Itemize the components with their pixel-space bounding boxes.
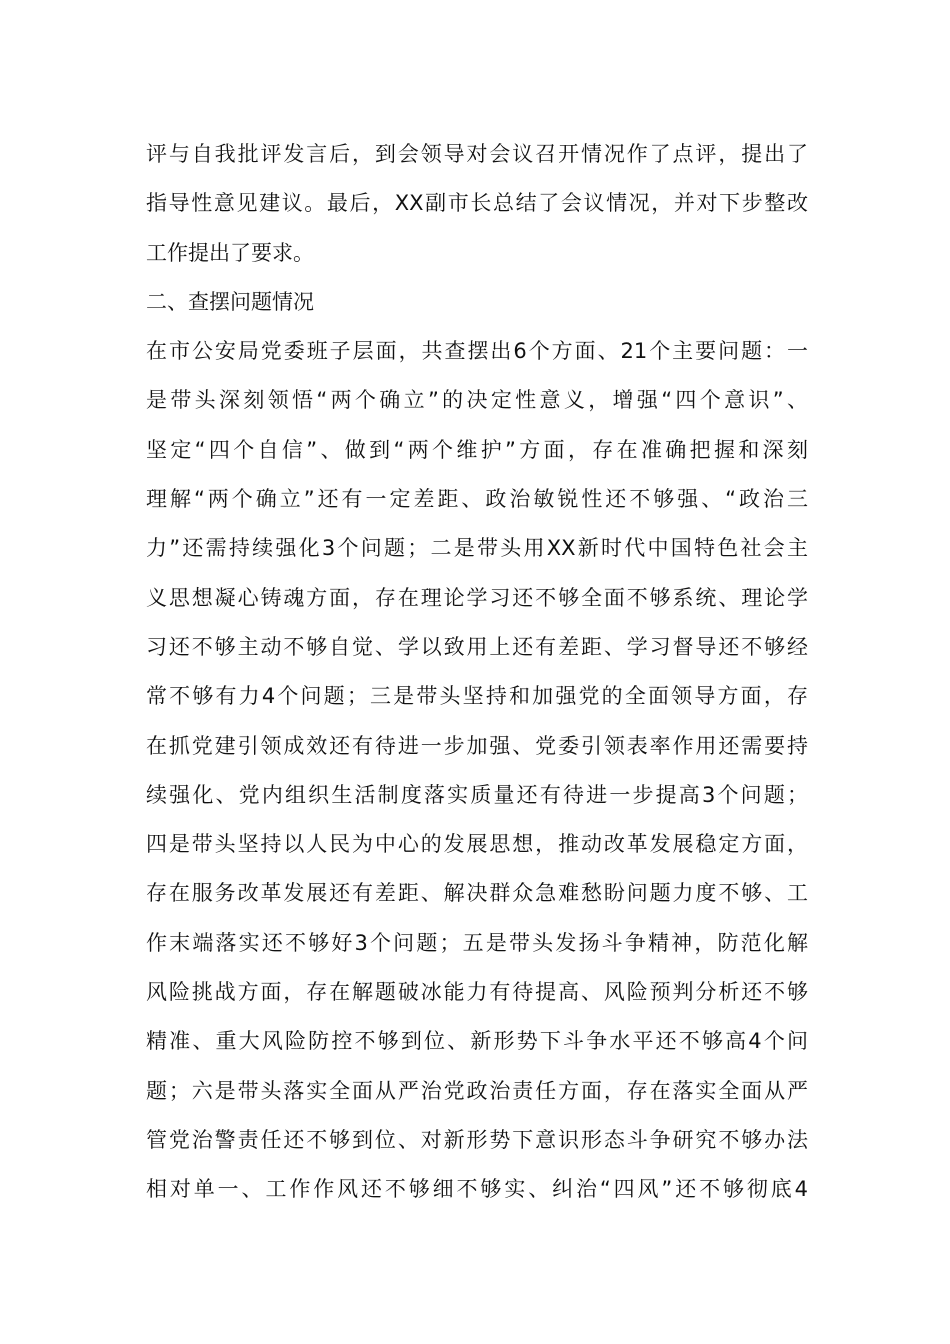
text-line-18: 风险挑战方面，存在解题破冰能力有待提高、风险预判分析还不够 (146, 980, 808, 1005)
document-body (146, 135, 808, 1220)
text-line-15: 四是带头坚持以人民为中心的发展思想，推动改革发展稳定方面， (146, 832, 808, 857)
text-line-20: 题；六是带头落实全面从严治党政治责任方面，存在落实全面从严 (146, 1078, 808, 1103)
text-line-7: 坚定“四个自信”、做到“两个维护”方面，存在准确把握和深刻 (146, 437, 808, 462)
text-line-8: 理解“两个确立”还有一定差距、政治敏锐性还不够强、“政治三 (146, 487, 808, 512)
text-line-22: 相对单一、工作作风还不够细不够实、纠治“四风”还不够彻底4 (146, 1177, 808, 1202)
text-line-21: 管党治警责任还不够到位、对新形势下意识形态斗争研究不够办法 (146, 1127, 808, 1152)
section-heading: 二、查摆问题情况 (146, 289, 314, 314)
text-line-16: 存在服务改革发展还有差距、解决群众急难愁盼问题力度不够、工 (146, 881, 808, 906)
text-line-12: 常不够有力4个问题；三是带头坚持和加强党的全面领导方面，存 (146, 684, 808, 709)
text-line-9: 力”还需持续强化3个问题；二是带头用XX新时代中国特色社会主 (146, 536, 808, 561)
text-line-14: 续强化、党内组织生活制度落实质量还有待进一步提高3个问题； (146, 782, 808, 807)
text-line-6: 是带头深刻领悟“两个确立”的决定性意义，增强“四个意识”、 (146, 388, 808, 413)
text-line-3: 工作提出了要求。 (146, 240, 314, 265)
text-line-10: 义思想凝心铸魂方面，存在理论学习还不够全面不够系统、理论学 (146, 585, 808, 610)
text-line-11: 习还不够主动不够自觉、学以致用上还有差距、学习督导还不够经 (146, 634, 808, 659)
text-line-5: 在市公安局党委班子层面，共查摆出6个方面、21个主要问题：一 (146, 339, 808, 364)
text-line-19: 精准、重大风险防控不够到位、新形势下斗争水平还不够高4个问 (146, 1029, 808, 1054)
text-line-13: 在抓党建引领成效还有待进一步加强、党委引领表率作用还需要持 (146, 733, 808, 758)
text-line-1: 评与自我批评发言后，到会领导对会议召开情况作了点评，提出了 (146, 142, 808, 166)
text-line-17: 作末端落实还不够好3个问题；五是带头发扬斗争精神，防范化解 (146, 930, 808, 955)
text-line-2: 指导性意见建议。最后，XX副市长总结了会议情况，并对下步整改 (146, 191, 808, 216)
